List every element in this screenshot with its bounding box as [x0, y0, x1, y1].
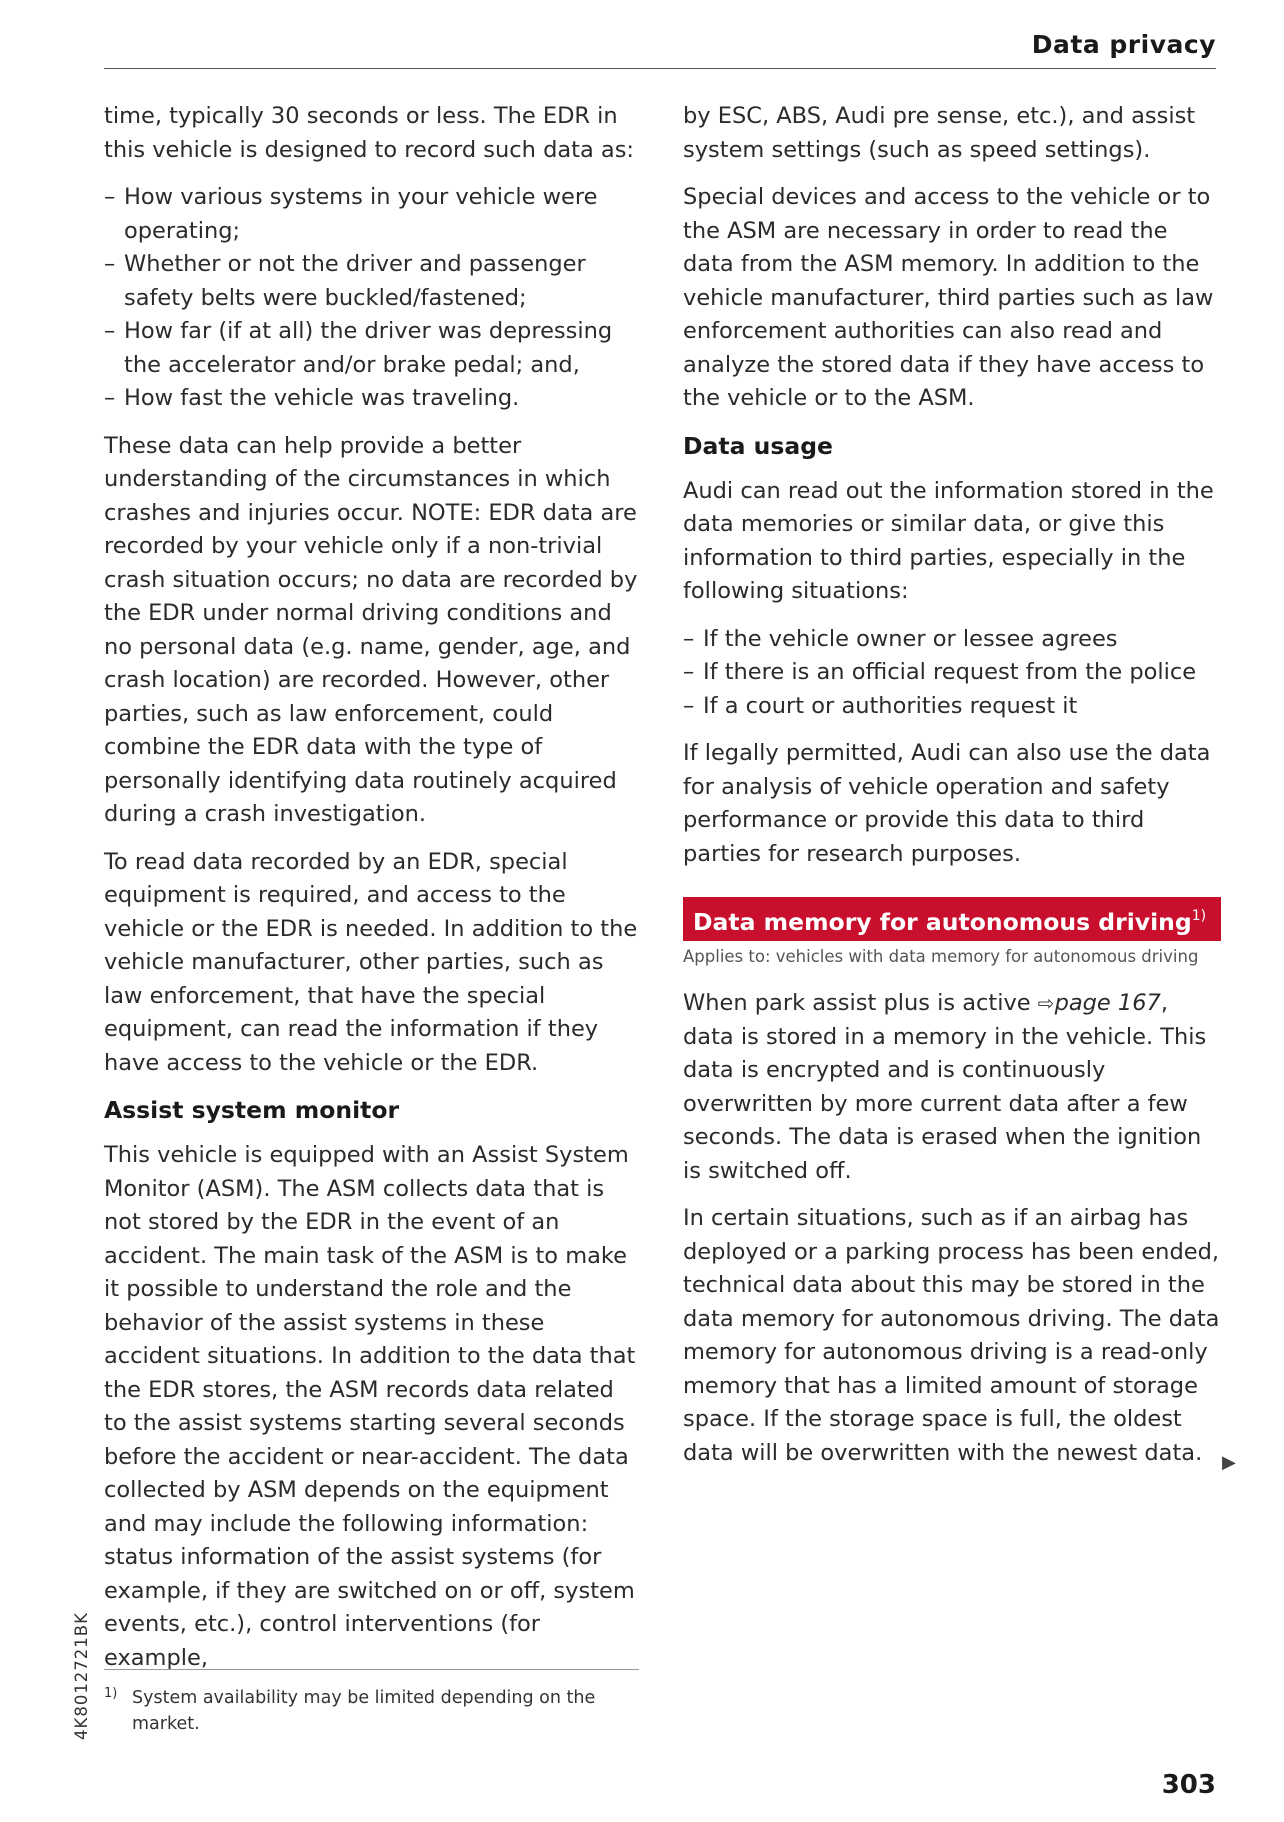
paragraph: This vehicle is equipped with an Assist System Monitor (ASM). The ASM collects data that is not stored by the EDR in the event of an accident. The main task of the ASM is to make it possible to understand the role and the behavior of the assist systems in these accident situations. In addition to the data that the EDR stores, the ASM records data related to the assist systems starting several seconds before the accident or near-accident. The data collected by ASM depends on the equipment and may include the following information: status information of the assist systems (for example, if they are switched on or off, system events, etc.), control interventions (for example,: [104, 1142, 636, 1671]
page-number: 303: [1161, 1770, 1216, 1800]
paragraph: To read data recorded by an EDR, special equipment is required, and access to the vehicle or the EDR is needed. In addition to the vehicle manufacturer, other parties, such as law enforcement, that have the special equipment, can read the information if they have access to the vehicle or the EDR.: [104, 848, 638, 1076]
list-item: – How various systems in your vehicle were operating;: [104, 181, 642, 248]
document-code: 4K8012721BK: [72, 1612, 91, 1740]
left-column: [104, 100, 642, 1689]
page-reference-link[interactable]: [1038, 990, 1161, 1016]
section-title: Data memory for autonomous driving: [693, 908, 1192, 936]
list-item: – If a court or authorities request it: [683, 690, 1221, 724]
edr-data-list: [104, 181, 642, 416]
footnote-text: System availability may be limited depending on the market.: [132, 1688, 596, 1734]
right-column: [683, 100, 1221, 1484]
page-header-title: Data privacy: [1031, 30, 1216, 59]
header-rule: [104, 68, 1216, 69]
paragraph: time, typically 30 seconds or less. The EDR in this vehicle is designed to record such data as:: [104, 103, 634, 163]
footnote-rule: [104, 1669, 639, 1670]
list-item: – How fast the vehicle was traveling.: [104, 382, 642, 416]
paragraph: [683, 987, 1221, 1188]
paragraph: by ESC, ABS, Audi pre sense, etc.), and assist system settings (such as speed settings).: [683, 103, 1196, 163]
list-item: – How far (if at all) the driver was depressing the accelerator and/or brake pedal; and,: [104, 315, 642, 382]
applies-to-note: Applies to: vehicles with data memory for autonomous driving: [683, 947, 1199, 966]
heading-data-usage: Data usage: [683, 431, 833, 460]
footnote-mark: 1): [104, 1686, 118, 1701]
footnote-reference[interactable]: 1): [1191, 908, 1207, 924]
list-item: – If there is an official request from the police: [683, 656, 1221, 690]
arrow-right-icon: ⇨: [1037, 991, 1055, 1015]
page-reference-text: page 167: [1054, 990, 1161, 1016]
situations-list: [683, 623, 1221, 724]
list-item: – Whether or not the driver and passenger safety belts were buckled/fastened;: [104, 248, 642, 315]
section-title-bar: [683, 897, 1221, 941]
paragraph-text: , data is stored in a memory in the vehicle. This data is encrypted and is continuously overwritten by more current data after a few seconds. The data is erased when the ignition is switched off.: [683, 990, 1207, 1184]
paragraph: These data can help provide a better understanding of the circumstances in which crashes and injuries occur. NOTE: EDR data are recorded by your vehicle only if a non-trivial crash situation occurs; no data are recorded by the EDR under normal driving conditions and no personal data (e.g. name, gender, age, and crash location) are recorded. However, other parties, such as law enforcement, could combine the EDR data with the type of personally identifying data routinely acquired during a crash investigation.: [104, 432, 638, 827]
footnote: [104, 1685, 639, 1737]
paragraph: Audi can read out the information stored in the data memories or similar data, or give this information to third parties, especially in the following situations:: [683, 477, 1214, 604]
heading-assist-system-monitor: Assist system monitor: [104, 1096, 400, 1124]
paragraph: If legally permitted, Audi can also use the data for analysis of vehicle operation and safety performance or provide this data to third parties for research purposes.: [683, 740, 1211, 867]
continue-arrow-icon: ▶: [1222, 1452, 1236, 1473]
paragraph: In certain situations, such as if an airbag has deployed or a parking process has been ended, technical data about this may be stored in the data memory for autonomous driving. The data memory for autonomous driving is a read-only memory that has a limited amount of storage space. If the storage space is full, the oldest data will be overwritten with the newest data.: [683, 1205, 1220, 1466]
list-item: – If the vehicle owner or lessee agrees: [683, 623, 1221, 657]
paragraph-text: When park assist plus is active: [683, 990, 1038, 1016]
paragraph: Special devices and access to the vehicle or to the ASM are necessary in order to read the data from the ASM memory. In addition to the vehicle manufacturer, third parties such as law enforcement authorities can also read and analyze the stored data if they have access to the vehicle or to the ASM.: [683, 184, 1214, 411]
